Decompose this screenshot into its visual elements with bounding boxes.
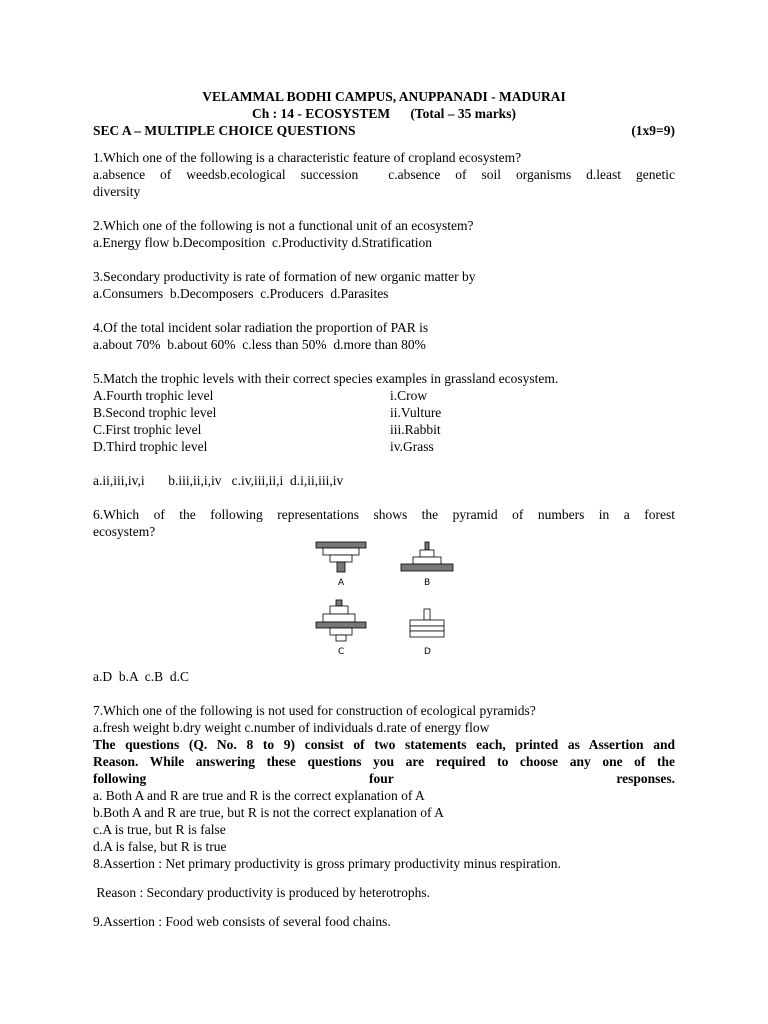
pyramid-d	[410, 609, 444, 657]
question-7-options: a.fresh weight b.dry weight c.number of individuals d.rate of energy flow	[93, 720, 490, 735]
question-7-text: 7.Which one of the following is not used for construction of ecological pyramids?	[93, 703, 536, 718]
match-left: D.Third trophic level	[93, 439, 208, 454]
label-b: B	[424, 578, 431, 588]
instructions-line-2: Reason. While answering these questions you are required to choose any one of the	[93, 754, 675, 769]
match-right: iv.Grass	[390, 439, 434, 454]
question-4	[93, 319, 675, 353]
question-9	[93, 913, 675, 930]
question-3-text: 3.Secondary productivity is rate of formation of new organic matter by	[93, 269, 476, 284]
question-6-options: a.D b.A c.B d.C	[93, 669, 189, 684]
match-right: i.Crow	[390, 388, 428, 403]
question-1	[93, 149, 675, 200]
pyramid-figure	[93, 540, 675, 668]
question-1-options: a.absence of weedsb.ecological succession c.absence of soil organisms d.least genetic	[93, 167, 675, 182]
match-row	[93, 421, 675, 438]
question-5	[93, 370, 675, 489]
question-6	[93, 506, 675, 685]
chapter-title: Ch : 14 - ECOSYSTEM (Total – 35 marks)	[252, 106, 516, 121]
question-1-text: 1.Which one of the following is a characteristic feature of cropland ecosystem?	[93, 150, 522, 165]
match-left: A.Fourth trophic level	[93, 388, 214, 403]
label-a: A	[338, 578, 345, 588]
question-3	[93, 268, 675, 302]
label-c: C	[338, 647, 345, 657]
question-7	[93, 702, 675, 736]
match-left: B.Second trophic level	[93, 405, 217, 420]
section-title: SEC A – MULTIPLE CHOICE QUESTIONS	[93, 123, 356, 138]
pyramid-a	[316, 542, 366, 588]
question-8-reason: Reason : Secondary productivity is produced by heterotrophs.	[93, 885, 431, 900]
question-8	[93, 855, 675, 901]
response-choice: b.Both A and R are true, but R is not the correct explanation of A	[93, 805, 444, 820]
question-6-text-cont: ecosystem?	[93, 524, 156, 539]
worksheet-page	[93, 88, 675, 930]
section-marks: (1x9=9)	[631, 123, 675, 138]
match-row	[93, 438, 675, 455]
question-5-options: a.ii,iii,iv,i b.iii,ii,i,iv c.iv,iii,ii,i d.i,ii,iii,iv	[93, 473, 344, 488]
match-row	[93, 404, 675, 421]
assertion-reason-instructions	[93, 736, 675, 855]
match-right: iii.Rabbit	[390, 422, 441, 437]
response-choice: d.A is false, but R is true	[93, 839, 227, 854]
instructions-line-1: The questions (Q. No. 8 to 9) consist of two statements each, printed as Assertion and	[93, 737, 675, 752]
pyramid-b	[401, 542, 453, 588]
question-1-options-cont: diversity	[93, 184, 141, 199]
response-choice: a. Both A and R are true and R is the correct explanation of A	[93, 788, 425, 803]
question-2-options: a.Energy flow b.Decomposition c.Productivity d.Stratification	[93, 235, 433, 250]
question-8-assertion: 8.Assertion : Net primary productivity is gross primary productivity minus respiration.	[93, 856, 561, 871]
question-2	[93, 217, 675, 251]
question-6-text: 6.Which of the following representations shows the pyramid of numbers in a forest	[93, 507, 675, 522]
label-d: D	[424, 647, 431, 657]
question-2-text: 2.Which one of the following is not a functional unit of an ecosystem?	[93, 218, 474, 233]
pyramid-diagrams	[313, 540, 463, 668]
school-title: VELAMMAL BODHI CAMPUS, ANUPPANADI - MADURAI	[202, 89, 566, 104]
response-choice: c.A is true, but R is false	[93, 822, 226, 837]
pyramid-c	[316, 600, 366, 657]
match-row	[93, 387, 675, 404]
question-3-options: a.Consumers b.Decomposers c.Producers d.Parasites	[93, 286, 389, 301]
question-4-text: 4.Of the total incident solar radiation the proportion of PAR is	[93, 320, 429, 335]
match-left: C.First trophic level	[93, 422, 202, 437]
match-right: ii.Vulture	[390, 405, 442, 420]
section-heading	[93, 122, 675, 139]
instructions-line-3: following four responses.	[93, 771, 675, 786]
question-4-options: a.about 70% b.about 60% c.less than 50% d.more than 80%	[93, 337, 426, 352]
question-5-text: 5.Match the trophic levels with their correct species examples in grassland ecosystem.	[93, 371, 559, 386]
question-9-assertion: 9.Assertion : Food web consists of several food chains.	[93, 914, 391, 929]
